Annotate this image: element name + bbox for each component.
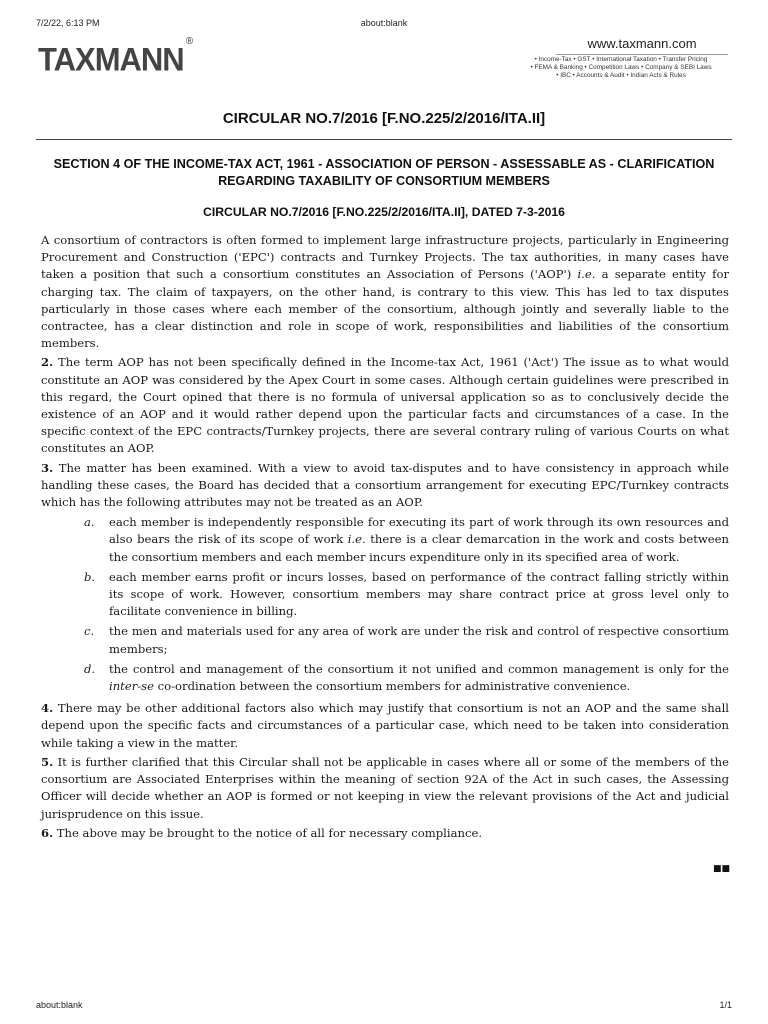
- print-header: [36, 18, 732, 30]
- paragraph-6: 6. The above may be brought to the notice of all for necessary compliance.: [41, 825, 483, 840]
- services-line-2: • FEMA & Banking • Competition Laws • Company & SEBI Laws: [530, 64, 712, 71]
- end-of-document-icon: ■■: [713, 864, 731, 874]
- paragraph-5: 5. It is further clarified that this Circular shall not be applicable in cases where all or some of the members of the consortium are Associated Enterprises within the meaning of section 92A of the Act in such cases, the Assessing Officer will decide whether an AOP is formed or not keeping in view the relevant provisions of the Act and judicial jurisprudence on this issue.: [41, 754, 729, 821]
- title-divider: [36, 139, 732, 140]
- paragraph-2: 2. The term AOP has not been specifically defined in the Income-tax Act, 1961 ('Act') The issue as to what would constitute an AOP was considered by the Apex Court in some cases. Although certain guidelines were prescribed in this regard, the Court opined that there is no formula of universal application so as to conclusively decide the existence of an AOP and it would rather depend upon the particular facts and circumstances of a case. In the specific context of the EPC contracts/Turnkey projects, there are several contrary ruling of various Courts on what constitutes an AOP.: [41, 355, 729, 456]
- list-marker: a.: [84, 515, 95, 530]
- list-marker: b.: [84, 569, 96, 584]
- services-line-3: • IBC • Accounts & Audit • Indian Acts & Rules: [556, 72, 686, 79]
- print-datetime: 7/2/22, 6:13 PM: [36, 18, 100, 28]
- paragraph-number: 2.: [41, 355, 54, 370]
- logo-text: TAXMANN: [38, 41, 184, 78]
- paragraph-number: 6.: [41, 825, 54, 840]
- print-footer: [36, 1000, 732, 1012]
- registered-mark: ®: [185, 35, 193, 48]
- paragraph-number: 5.: [41, 754, 54, 769]
- services-line-1: • Income-Tax • GST • International Taxation • Transfer Pricing: [534, 56, 708, 63]
- section-title: SECTION 4 OF THE INCOME-TAX ACT, 1961 - ASSOCIATION OF PERSON - ASSESSABLE AS - CLARIFICATION REGARDING TAXABILITY OF CONSORTIUM MEMBERS: [53, 157, 715, 188]
- print-header-url: about:blank: [360, 18, 408, 28]
- print-footer-url: about:blank: [36, 1000, 83, 1010]
- page-number: 1/1: [719, 1000, 732, 1010]
- taxmann-logo: [38, 35, 193, 79]
- list-item-b: b. each member earns profit or incurs losses, based on performance of the contract falling strictly within its scope of work. However, consortium members may share contract price at gross level only to facilitate convenience in billing.: [84, 569, 729, 619]
- list-item-c: c. the men and materials used for any area of work are under the risk and control of respective consortium members;: [84, 624, 729, 656]
- paragraph-number: 3.: [41, 460, 54, 475]
- list-item-a: a. each member is independently responsible for executing its part of work through its own resources and also bears the risk of its scope of work i.e. there is a clear demarcation in the work and costs between the consortium members and each member incurs expenditure only in its specified area of work.: [84, 515, 729, 564]
- circular-body: [41, 232, 729, 844]
- list-item-d: d. the control and management of the consortium it not unified and common management is only for the inter-se co-ordination between the consortium members for administrative convenience.: [84, 661, 729, 694]
- paragraph-4: 4. There may be other additional factors also which may justify that consortium is not an AOP and the same shall depend upon the specific facts and circumstances of a particular case, which need to be taken into consideration while taking a view in the matter.: [41, 701, 729, 750]
- brand-services-block: [512, 36, 730, 86]
- circular-title: CIRCULAR NO.7/2016 [F.NO.225/2/2016/ITA.II]: [222, 110, 546, 127]
- paragraph-1: A consortium of contractors is often formed to implement large infrastructure projects, particularly in Engineering Procurement and Construction ('EPC') contracts and Turnkey Projects. The tax authorities, in many cases have taken a position that such a consortium constitutes an Association of Persons ('AOP') i.e. a separate entity for charging tax. The claim of taxpayers, on the other hand, is contrary to this view. This has led to tax disputes particularly in those cases where each member of the consortium, although jointly and severally liable to the contractee, has a clear distinction and role in scope of work, responsibilities and liabilities of the consortium members.: [41, 233, 729, 351]
- list-marker: d.: [84, 661, 96, 676]
- list-marker: c.: [84, 624, 95, 639]
- paragraph-number: 4.: [41, 701, 54, 716]
- circular-dated-line: CIRCULAR NO.7/2016 [F.NO.225/2/2016/ITA.II], DATED 7-3-2016: [203, 205, 565, 219]
- website-link[interactable]: www.taxmann.com: [556, 36, 728, 55]
- paragraph-3: 3. The matter has been examined. With a view to avoid tax-disputes and to have consistency in approach while handling these cases, the Board has decided that a consortium arrangement for executing EPC/Turnkey contracts which has the following attributes may not be treated as an AOP.: [41, 460, 729, 510]
- attributes-list: [41, 514, 729, 695]
